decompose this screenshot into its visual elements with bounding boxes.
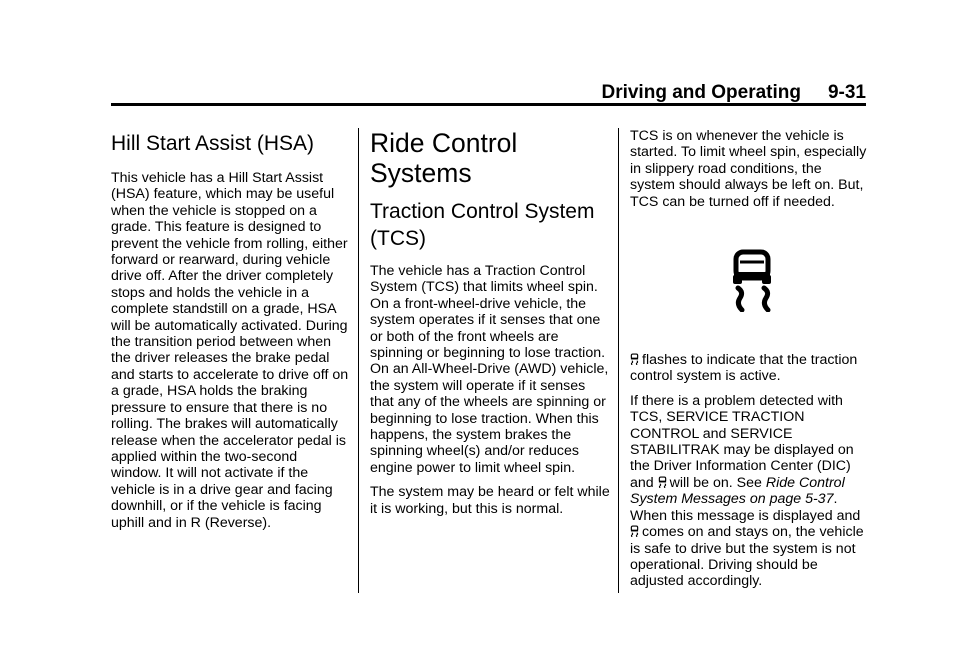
hsa-heading: Hill Start Assist (HSA) — [111, 132, 315, 155]
tcs-heading: Traction Control System (TCS) — [370, 200, 595, 250]
traction-control-icon — [630, 525, 639, 537]
column-divider — [358, 128, 359, 593]
ride-control-messages-reference[interactable]: Ride Control System Messages on page 5-37 — [630, 474, 845, 508]
tcs-flash-text: flashes to indicate that the traction control system is active. — [630, 352, 858, 385]
tcs-paragraph-3: TCS is on whenever the vehicle is started. To limit wheel spin, especially in slippery road conditions, the system should always be left on. But, TCS can be turned off if needed. — [630, 128, 867, 210]
column-left — [111, 128, 351, 539]
traction-control-icon — [630, 353, 639, 365]
traction-control-icon — [728, 248, 778, 312]
column-right — [630, 128, 870, 598]
page-number: 9-31 — [827, 82, 866, 103]
hsa-body: This vehicle has a Hill Start Assist (HSA) feature, which may be useful when the vehicle is stopped on a grade. This feature is designed to prevent the vehicle from rolling, either forward or rearward, during vehicle drive off. After the driver completely stops and holds the vehicle in a complete standstill on a grade, HSA will be automatically activated. During the transition period between when the driver releases the brake pedal and starts to accelerate to drive off on a grade, HSA holds the braking pressure to ensure that there is no rolling. The brakes will automatically release when the accelerator pedal is applied within the two-second window. It will not activate if the vehicle is in a drive gear and facing downhill, or if the vehicle is facing uphill and in R (Reverse). — [111, 170, 349, 531]
page-header — [111, 80, 866, 102]
column-divider — [618, 128, 619, 593]
tcs-problem-text-d: comes on and stays on, the vehicle is safe to drive but the system is not operational. Driving should be adjusted accordingly. — [630, 524, 864, 590]
tcs-problem-paragraph — [630, 393, 870, 590]
traction-control-icon — [658, 476, 667, 488]
tcs-paragraph-2: The system may be heard or felt while it is working, but this is normal. — [370, 484, 610, 517]
section-title: Driving and Operating — [601, 82, 801, 103]
tcs-problem-text-c: . When this message is displayed and — [630, 491, 861, 524]
tcs-paragraph-1: The vehicle has a Traction Control System (TCS) that limits wheel spin. On a front-wheel-drive vehicle, the system operates if it senses that one or both of the front wheels are spinning or beginning to lose traction. On an All-Wheel-Drive (AWD) vehicle, the system will operate if it senses that any of the wheels are spinning or beginning to lose traction. When this happens, the system brakes the spinning wheel(s) and/or reduces engine power to limit wheel spin. — [370, 263, 609, 476]
column-middle — [370, 128, 610, 525]
header-rule — [111, 103, 866, 106]
tcs-flash-paragraph — [630, 352, 870, 385]
ride-control-heading: Ride Control Systems — [370, 128, 518, 188]
tcs-problem-text-b: will be on. See — [669, 474, 762, 491]
tcs-problem-text-a: If there is a problem detected with TCS, SERVICE TRACTION CONTROL and SERVICE STABILITRAK may be displayed on the Driver Information Center (DIC) and — [630, 392, 854, 491]
